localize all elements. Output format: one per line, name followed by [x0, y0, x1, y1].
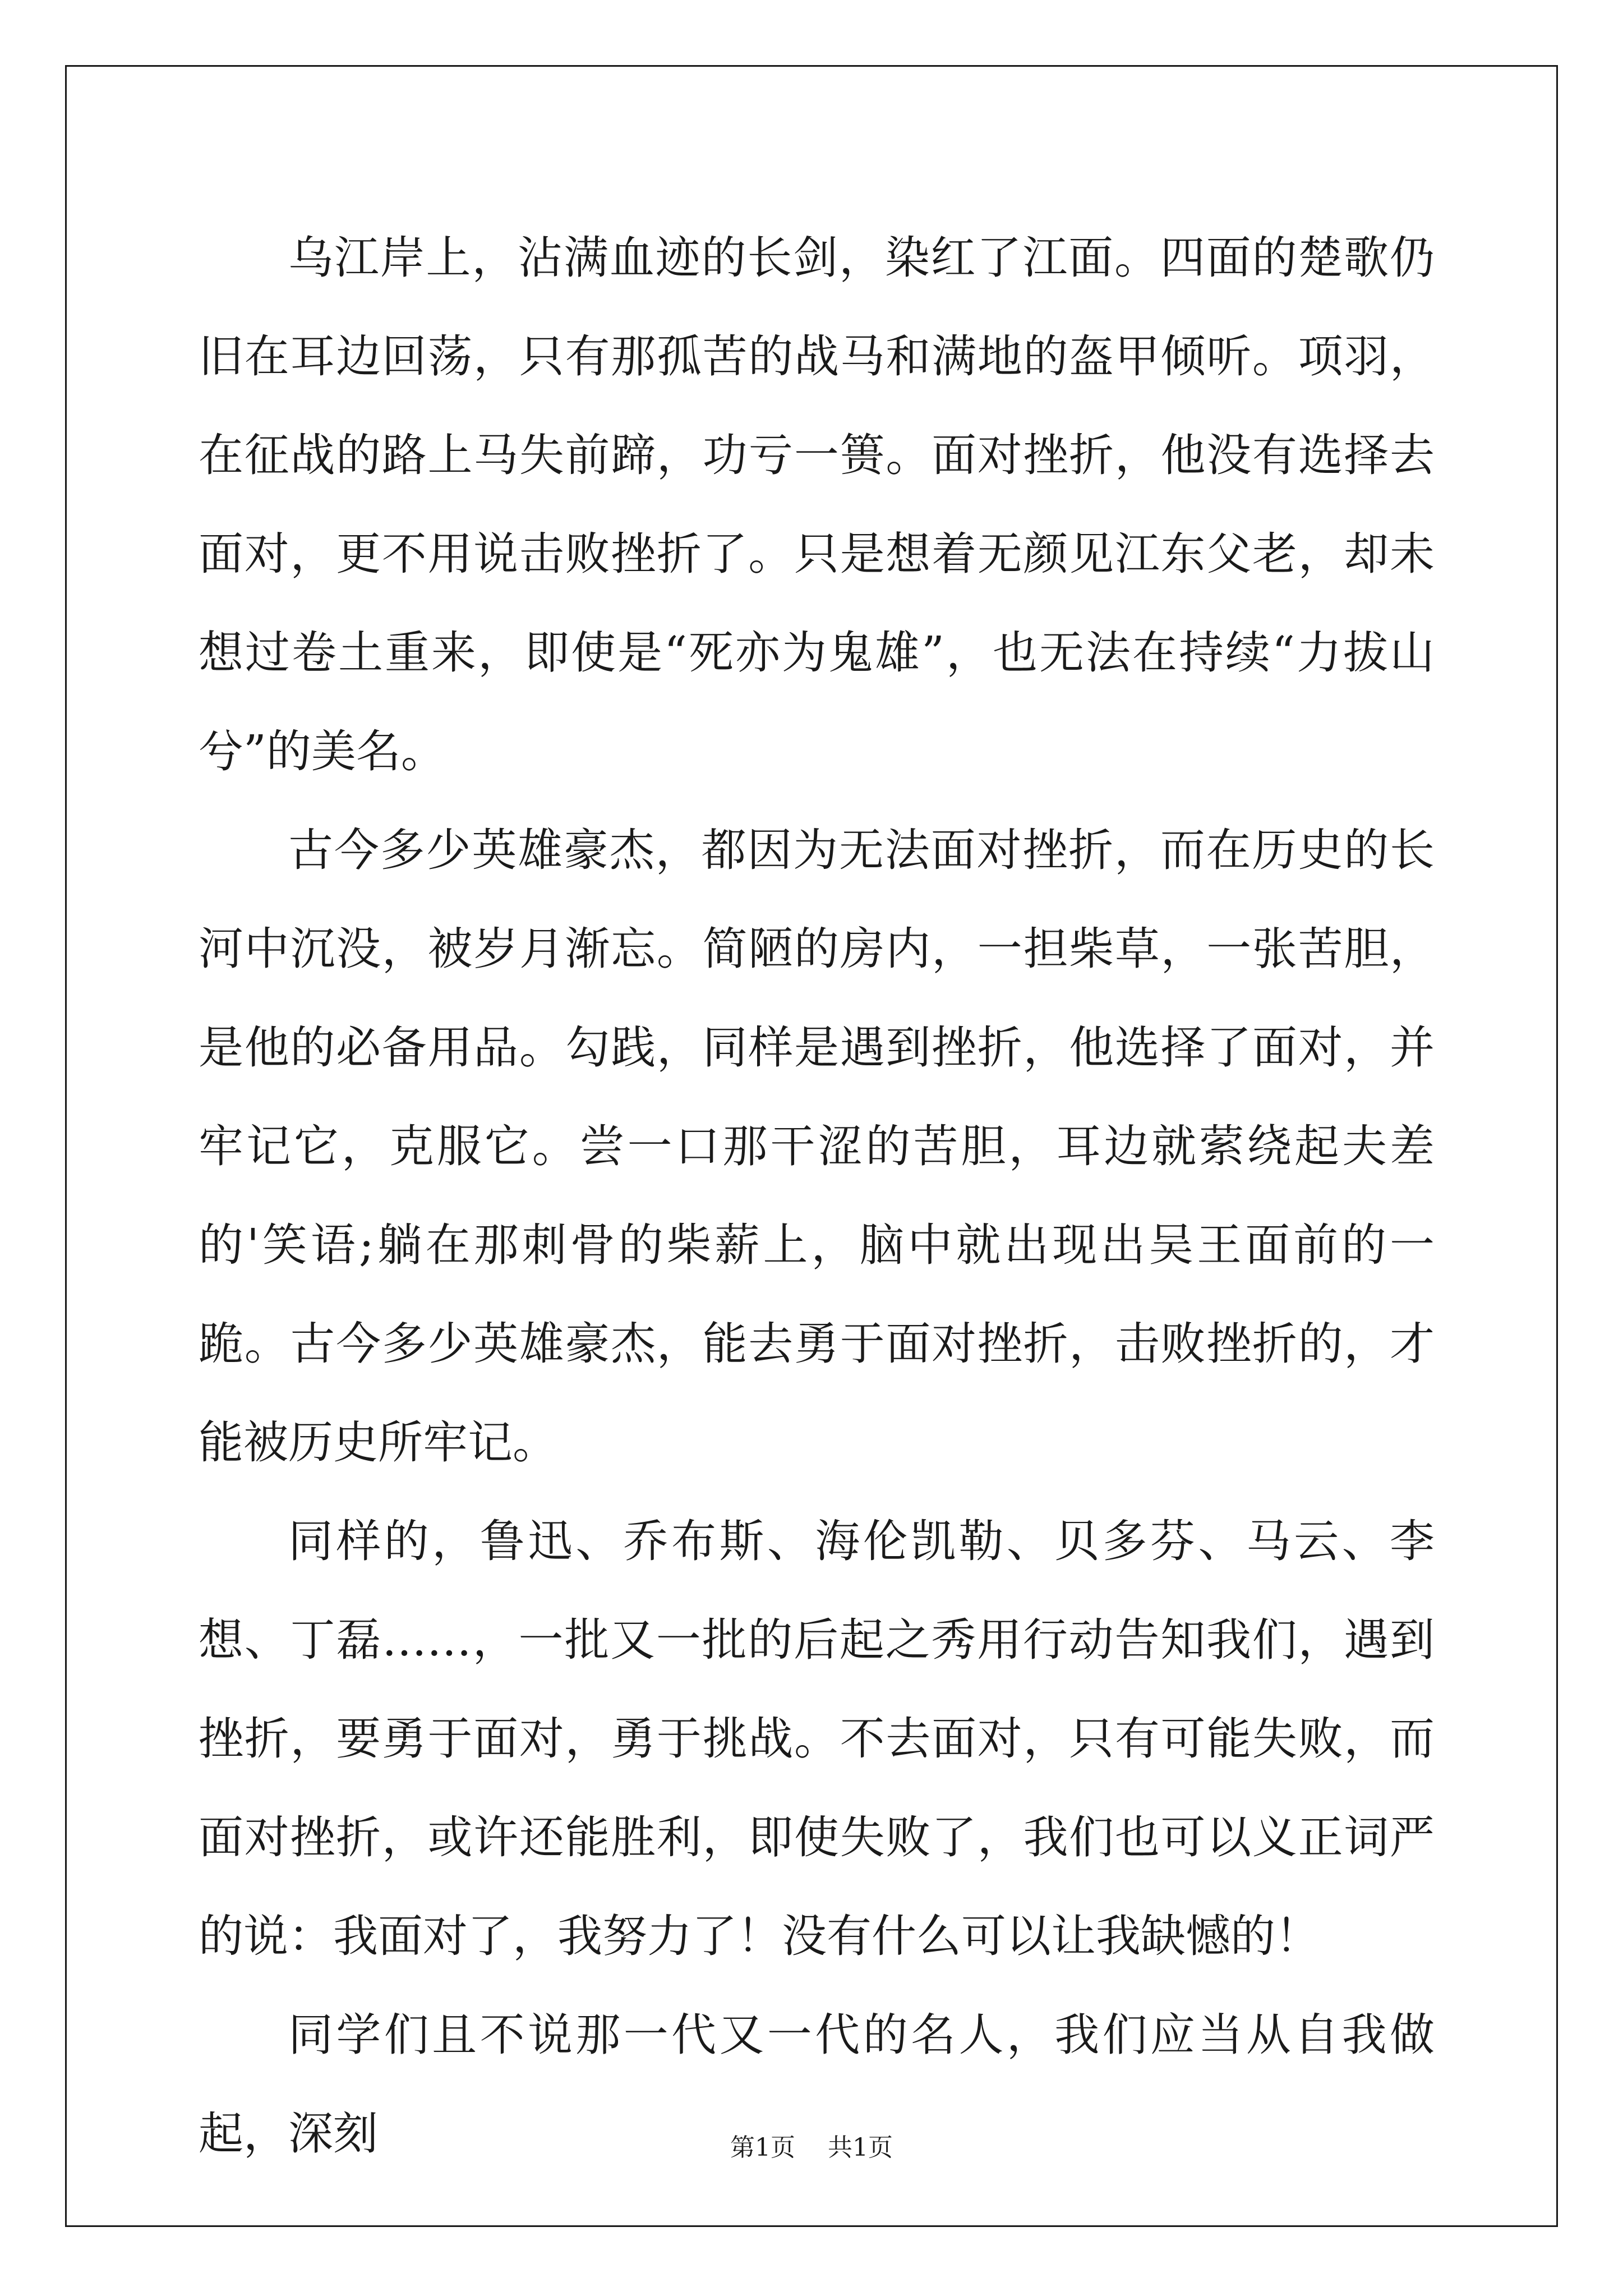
paragraph-2: 古今多少英雄豪杰，都因为无法面对挫折，而在历史的长河中沉没，被岁月渐忘。简陋的房内，一担柴草，一张苦胆，是他的必备用品。勾践，同样是遇到挫折，他选择了面对，并牢记它，克服它。尝一口那干涩的苦胆，耳边就萦绕起夫差的'笑语;躺在那刺骨的柴薪上，脑中就出现出吴王面前的一跪。古今多少英雄豪杰，能去勇于面对挫折，击败挫折的，才能被历史所牢记。	[199, 824, 1435, 1469]
page-number: 第1页	[730, 2133, 795, 2162]
page-footer	[0, 2127, 1623, 2163]
paragraph-1: 乌江岸上，沾满血迹的长剑，染红了江面。四面的楚歌仍旧在耳边回荡，只有那孤苦的战马和满地的盔甲倾听。项羽，在征战的路上马失前蹄，功亏一篑。面对挫折，他没有选择去面对，更不用说击败挫折了。只是想着无颜见江东父老，却未想过卷土重来，即使是“死亦为鬼雄”，也无法在持续“力拔山兮”的美名。	[199, 232, 1435, 777]
document-body	[199, 209, 1435, 2183]
paragraph-4: 同学们且不说那一代又一代的名人，我们应当从自我做起，深刻	[199, 2009, 1435, 2160]
paragraph-3: 同样的，鲁迅、乔布斯、海伦凯勒、贝多芬、马云、李想、丁磊……，一批又一批的后起之秀用行动告知我们，遇到挫折，要勇于面对，勇于挑战。不去面对，只有可能失败，而面对挫折，或许还能胜利，即使失败了，我们也可以义正词严的说：我面对了，我努力了！没有什么可以让我缺憾的！	[199, 1515, 1435, 1962]
page-total: 共1页	[828, 2133, 893, 2162]
